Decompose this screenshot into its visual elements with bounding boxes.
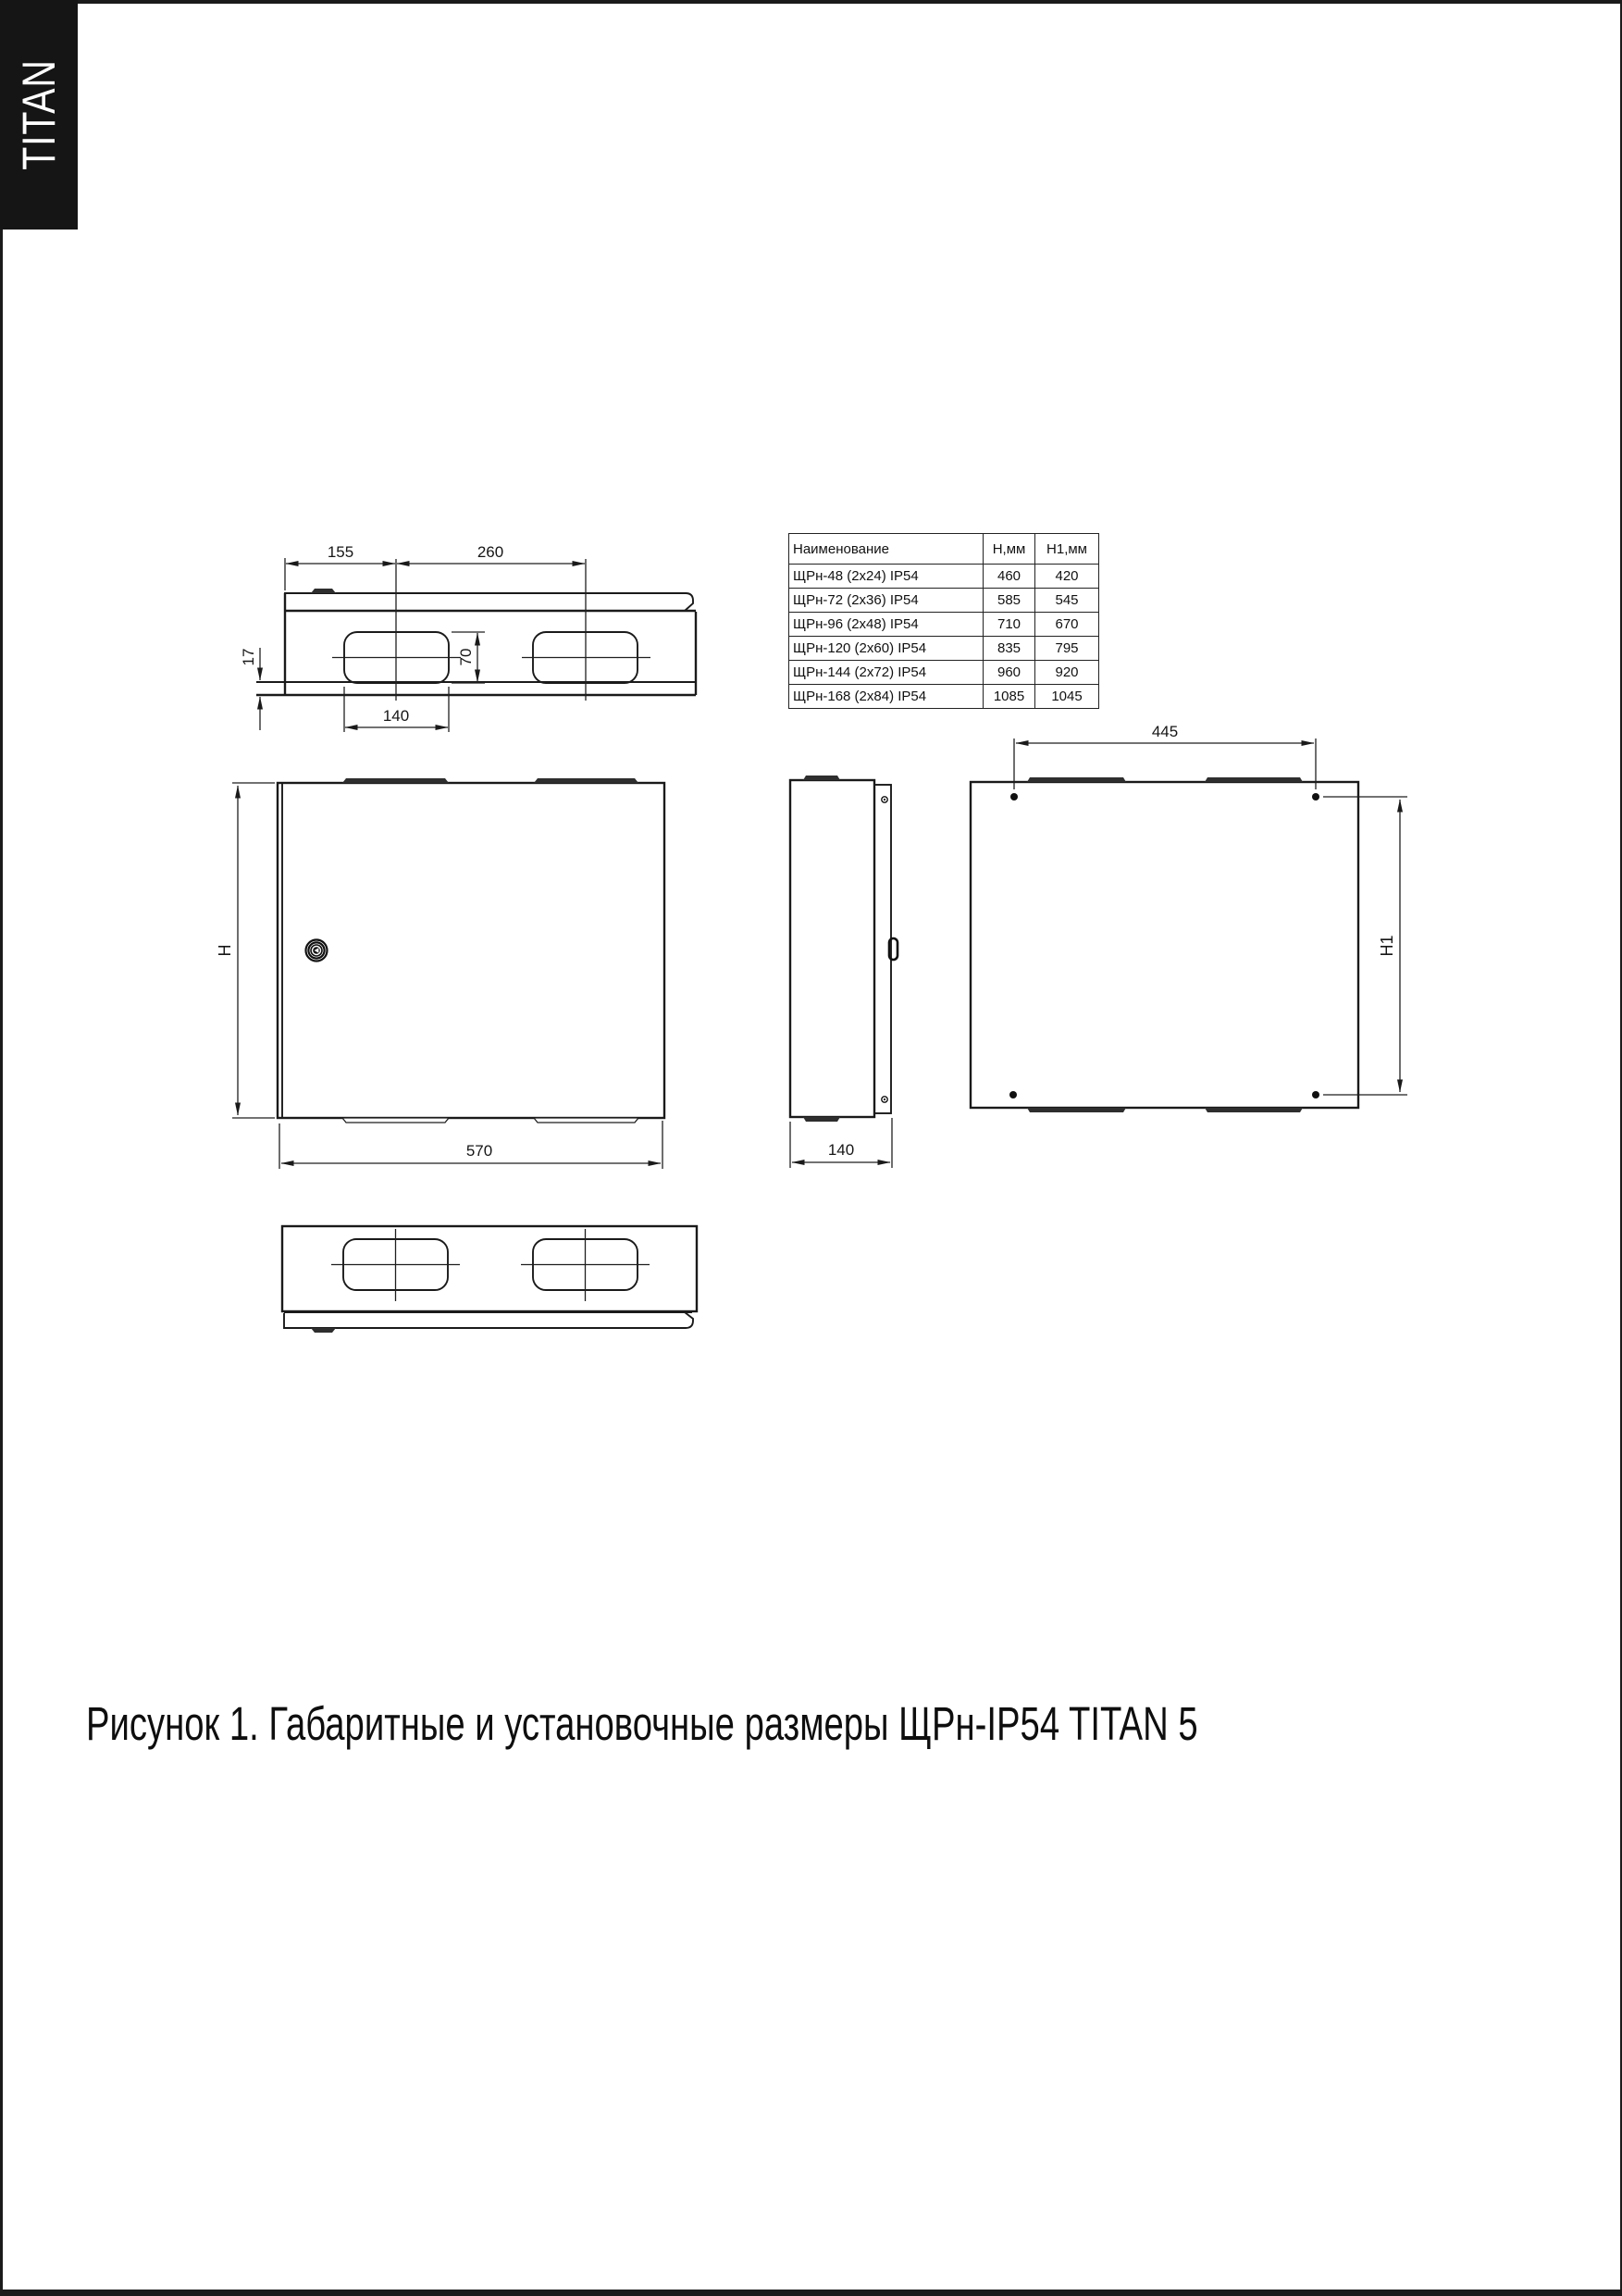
mount-bracket-icon — [1205, 777, 1303, 782]
col-header-name: Наименование — [789, 534, 984, 565]
hinge-tab-icon — [803, 776, 840, 780]
model-h: 460 — [984, 565, 1035, 589]
model-h: 710 — [984, 613, 1035, 637]
model-name: ЩРн-96 (2х48) IP54 — [789, 613, 984, 637]
hinge-pin-icon — [882, 797, 887, 1102]
latch-tab-icon — [311, 1328, 336, 1333]
dim-label-155: 155 — [327, 543, 354, 561]
model-h1: 795 — [1035, 637, 1099, 661]
model-name: ЩРн-144 (2х72) IP54 — [789, 661, 984, 685]
mount-bracket-icon — [1205, 1108, 1303, 1112]
model-name: ЩРн-120 (2х60) IP54 — [789, 637, 984, 661]
table-row — [789, 637, 1099, 661]
model-name: ЩРн-168 (2х84) IP54 — [789, 685, 984, 709]
dim-label-H1: H1 — [1378, 935, 1396, 957]
page-border-top — [0, 0, 1622, 4]
latch-tab-icon — [311, 589, 336, 593]
col-header-h1: Н1,мм — [1035, 534, 1099, 565]
model-h1: 545 — [1035, 589, 1099, 613]
brand-logo-text: TITAN — [13, 59, 66, 170]
page-border-bottom — [0, 2290, 1622, 2296]
dim-label-445: 445 — [1151, 723, 1179, 740]
table-row — [789, 661, 1099, 685]
table-row — [789, 685, 1099, 709]
table-header-row — [789, 534, 1099, 565]
table-row — [789, 613, 1099, 637]
door-lock-icon — [306, 940, 328, 962]
bottom-view-drawing — [282, 1226, 697, 1333]
table-row — [789, 565, 1099, 589]
dim-label-260: 260 — [477, 543, 504, 561]
figure-caption: Рисунок 1. Габаритные и установочные размеры ЩРн-IP54 TITAN 5 — [86, 1697, 1198, 1750]
back-view-drawing — [971, 723, 1407, 1112]
model-name: ЩРн-72 (2х36) IP54 — [789, 589, 984, 613]
front-view-drawing — [216, 778, 664, 1169]
brand-logo — [0, 0, 78, 230]
model-h1: 920 — [1035, 661, 1099, 685]
mount-bracket-icon — [1027, 777, 1126, 782]
model-h1: 1045 — [1035, 685, 1099, 709]
side-view-drawing — [790, 776, 898, 1168]
dim-label-140-side: 140 — [827, 1141, 855, 1159]
model-h: 1085 — [984, 685, 1035, 709]
dim-label-140-top: 140 — [382, 707, 410, 725]
dim-label-H: H — [216, 944, 234, 957]
mount-bracket-icon — [1027, 1108, 1126, 1112]
dim-label-570: 570 — [465, 1142, 493, 1160]
spec-table — [788, 533, 1099, 709]
col-header-h: Н,мм — [984, 534, 1035, 565]
dim-label-17: 17 — [240, 648, 257, 666]
hinge-tab-icon — [803, 1117, 840, 1122]
model-name: ЩРн-48 (2х24) IP54 — [789, 565, 984, 589]
model-h1: 420 — [1035, 565, 1099, 589]
model-h1: 670 — [1035, 613, 1099, 637]
top-view-drawing — [240, 543, 696, 732]
page-border-left — [0, 0, 3, 2296]
model-h: 585 — [984, 589, 1035, 613]
dim-label-70: 70 — [457, 648, 475, 666]
hinge-tab-icon — [534, 778, 638, 783]
model-h: 835 — [984, 637, 1035, 661]
model-h: 960 — [984, 661, 1035, 685]
table-row — [789, 589, 1099, 613]
mounting-hole-icon — [1009, 793, 1319, 1098]
hinge-tab-icon — [342, 778, 449, 783]
